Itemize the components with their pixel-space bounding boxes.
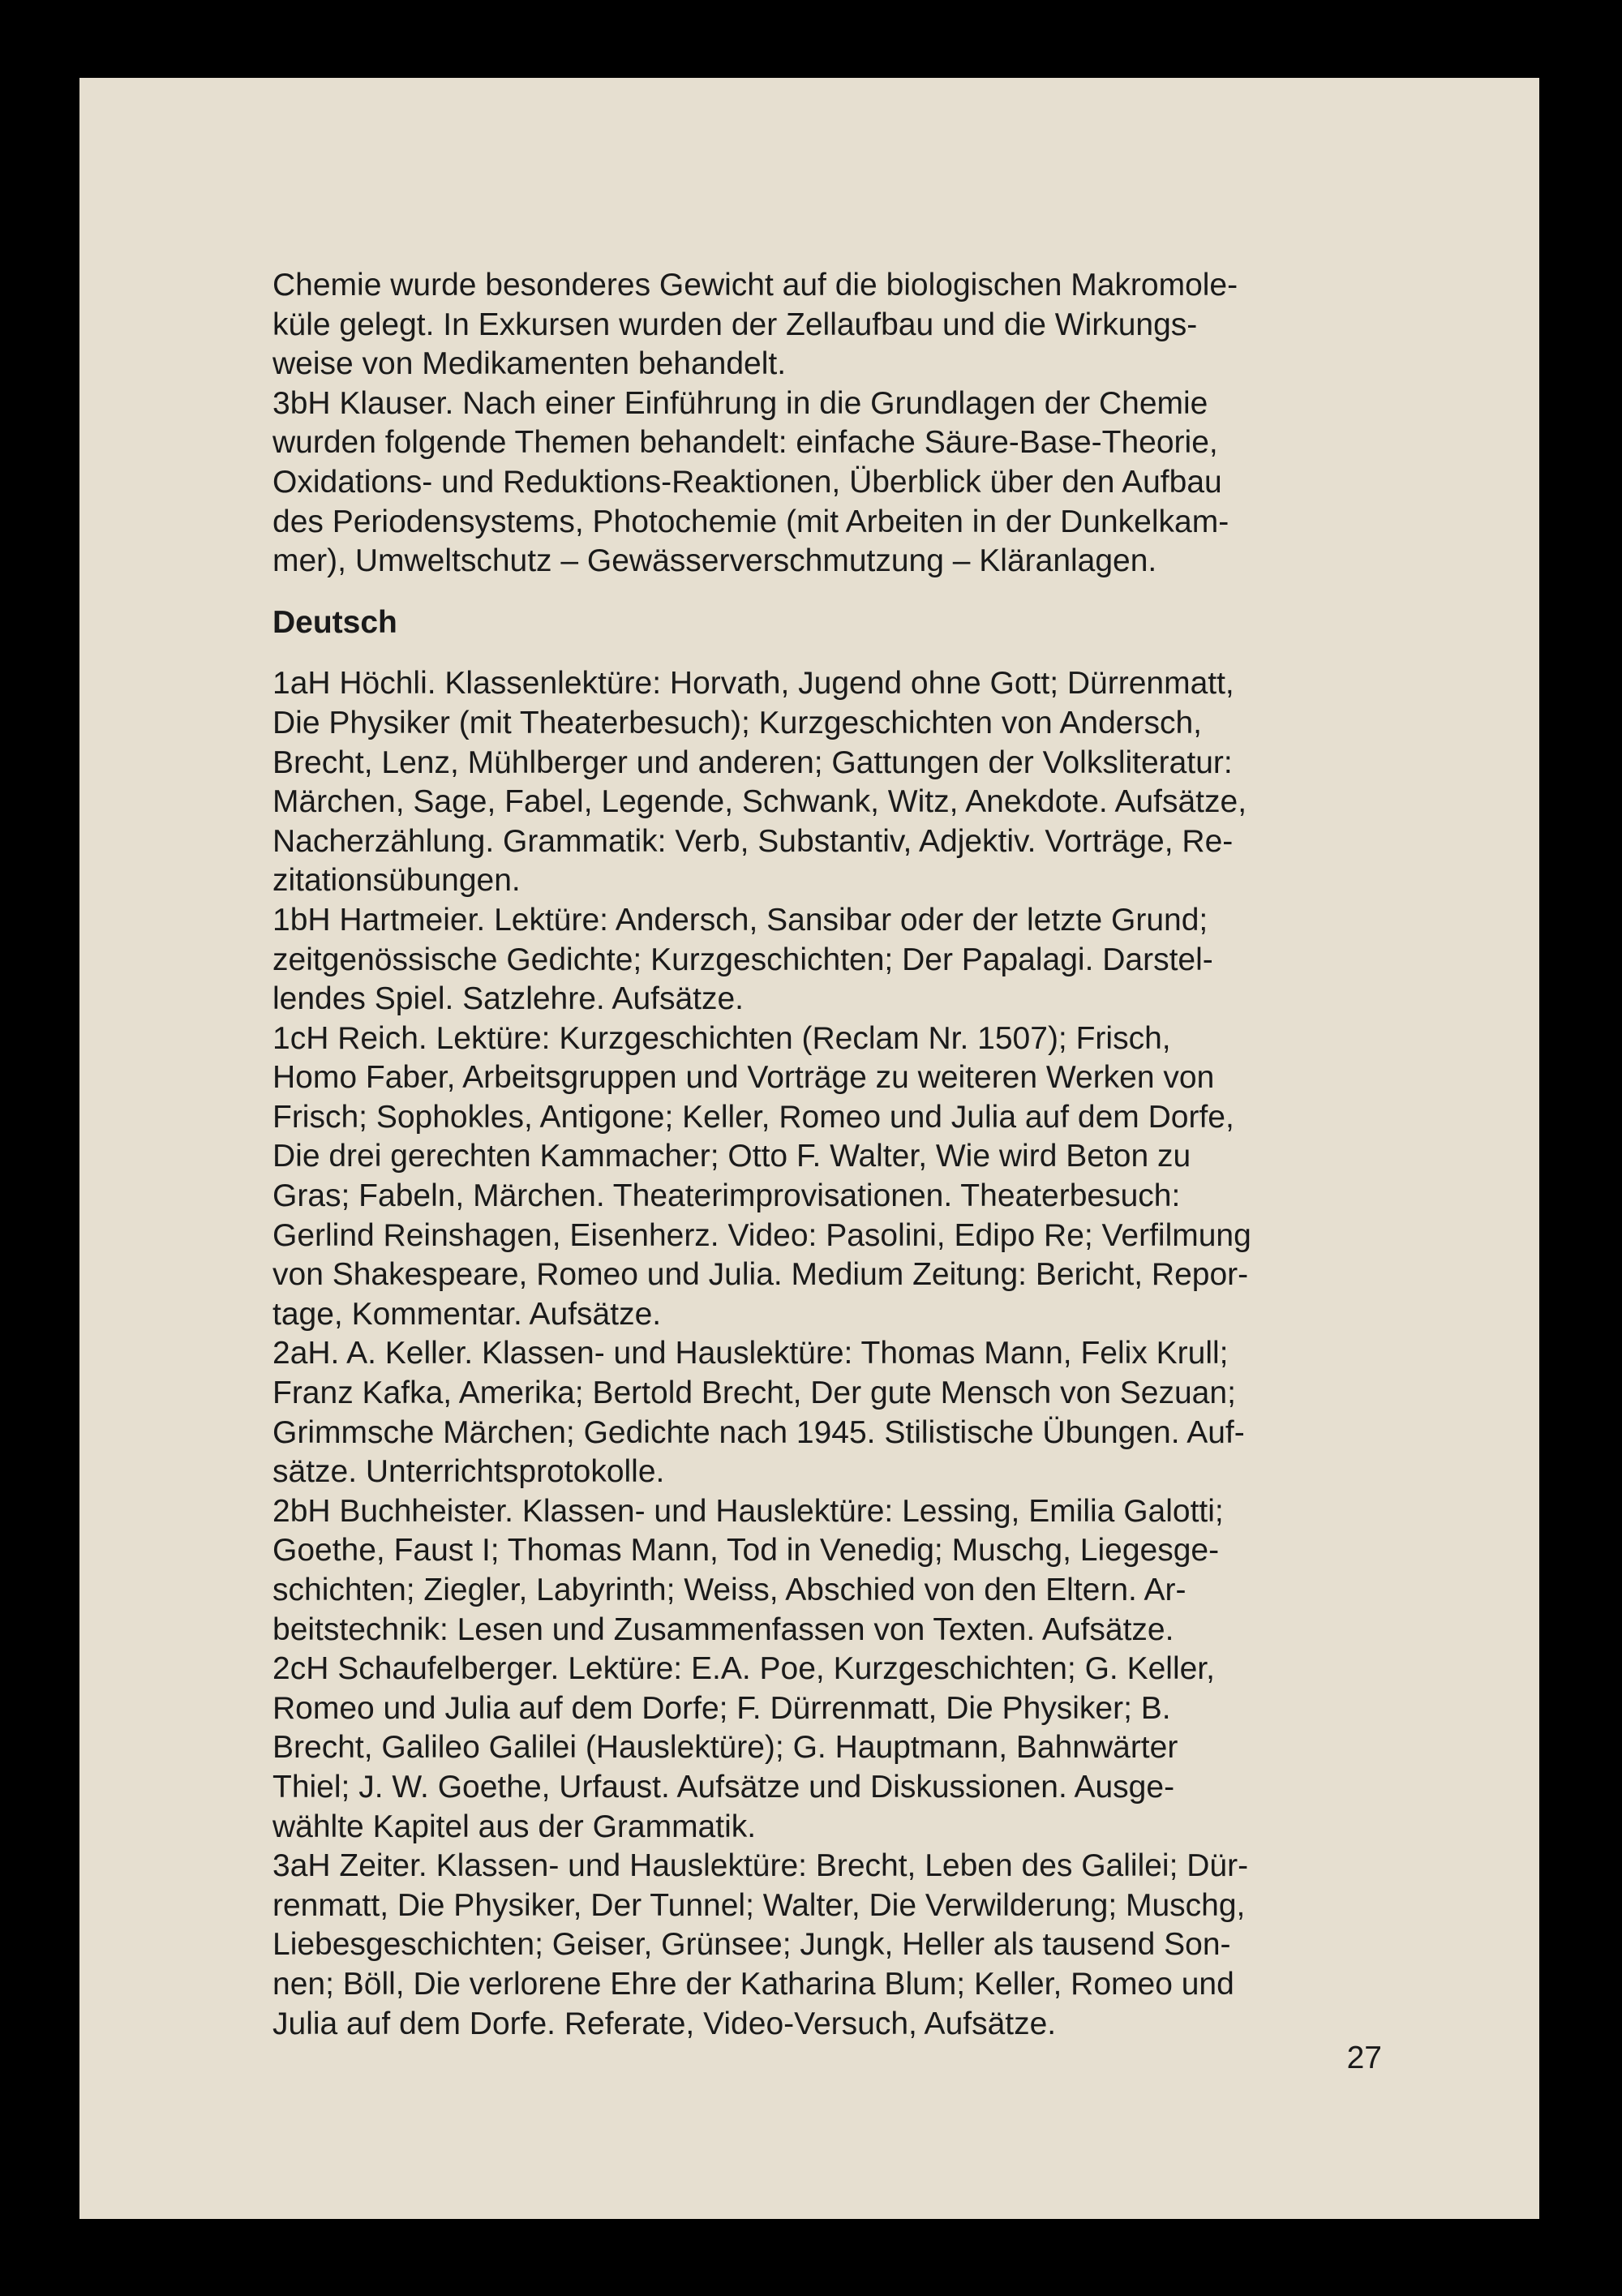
deutsch-paragraph-2bh: 2bH Buchheister. Klassen- und Hauslektüre: Lessing, Emilia Galotti; Goethe, Faust I; Thomas Mann, Tod in Venedig; Muschg, Liegesge- schichten; Ziegler, Labyrinth; Weiss, Abschied von den Eltern. Ar- beitstechnik: Lesen und Zusammenfassen von Texten. Aufsätze. xyxy=(272,1493,1224,1647)
deutsch-paragraph-1ah: 1aH Höchli. Klassenlektüre: Horvath, Jugend ohne Gott; Dürrenmatt, Die Physiker (mit Theaterbesuch); Kurzgeschichten von Andersch, Brecht, Lenz, Mühlberger und anderen; Gattungen der Volksliteratur: Märchen, Sage, Fabel, Legende, Schwank, Witz, Anekdote. Aufsätze, Nacherzählung. Grammatik: Verb, Substantiv, Adjektiv. Vorträge, Re- zitationsübungen. xyxy=(272,666,1247,899)
chemie-paragraph-3bh: 3bH Klauser. Nach einer Einführung in die Grundlagen der Chemie wurden folgende Themen behandelt: einfache Säure-Base-Theorie, Oxidations- und Reduktions-Reaktionen, Überblick über den Aufbau des Periodensystems, Photochemie (mit Arbeiten in der Dunkelkam- mer), Umweltschutz – Gewässerverschmutzung – Kläranlagen. xyxy=(272,385,1229,579)
deutsch-paragraph-1ch: 1cH Reich. Lektüre: Kurzgeschichten (Reclam Nr. 1507); Frisch, Homo Faber, Arbeitsgruppen und Vorträge zu weiteren Werken von Frisch; Sophokles, Antigone; Keller, Romeo und Julia auf dem Dorfe, Die drei gerechten Kammacher; Otto F. Walter, Wie wird Beton zu Gras; Fabeln, Märchen. Theaterimprovisationen. Theaterbesuch: Gerlind Reinshagen, Eisenherz. Video: Pasolini, Edipo Re; Verfilmung von Shakespeare, Romeo und Julia. Medium Zeitung: Bericht, Repor- tage, Kommentar. Aufsätze. xyxy=(272,1020,1251,1332)
chemie-paragraph-continued: Chemie wurde besonderes Gewicht auf die biologischen Makromole- küle gelegt. In Exkursen wurden der Zellaufbau und die Wirkungs- weise von Medikamenten behandelt. xyxy=(272,268,1238,382)
document-page xyxy=(79,78,1539,2219)
deutsch-paragraph-3ah: 3aH Zeiter. Klassen- und Hauslektüre: Brecht, Leben des Galilei; Dür- renmatt, Die Physiker, Der Tunnel; Walter, Die Verwilderung; Muschg, Liebesgeschichten; Geiser, Grünsee; Jungk, Heller als tausend Son- nen; Böll, Die verlorene Ehre der Katharina Blum; Keller, Romeo und Julia auf dem Dorfe. Referate, Video-Versuch, Aufsätze. xyxy=(272,1848,1249,2041)
page-number: 27 xyxy=(1346,2041,1382,2075)
deutsch-paragraph-2ch: 2cH Schaufelberger. Lektüre: E.A. Poe, Kurzgeschichten; G. Keller, Romeo und Julia auf dem Dorfe; F. Dürrenmatt, Die Physiker; B. Brecht, Galileo Galilei (Hauslektüre); G. Hauptmann, Bahnwärter Thiel; J. W. Goethe, Urfaust. Aufsätze und Diskussionen. Ausge- wählte Kapitel aus der Grammatik. xyxy=(272,1651,1215,1844)
section-heading-deutsch: Deutsch xyxy=(272,604,397,640)
deutsch-paragraph-1bh: 1bH Hartmeier. Lektüre: Andersch, Sansibar oder der letzte Grund; zeitgenössische Gedichte; Kurzgeschichten; Der Papalagi. Darstel- lendes Spiel. Satzlehre. Aufsätze. xyxy=(272,902,1213,1017)
deutsch-paragraph-2ah: 2aH. A. Keller. Klassen- und Hauslektüre: Thomas Mann, Felix Krull; Franz Kafka, Amerika; Bertold Brecht, Der gute Mensch von Sezuan; Grimmsche Märchen; Gedichte nach 1945. Stilistische Übungen. Auf- sätze. Unterrichtsprotokolle. xyxy=(272,1336,1245,1490)
page-content xyxy=(272,266,1466,2044)
